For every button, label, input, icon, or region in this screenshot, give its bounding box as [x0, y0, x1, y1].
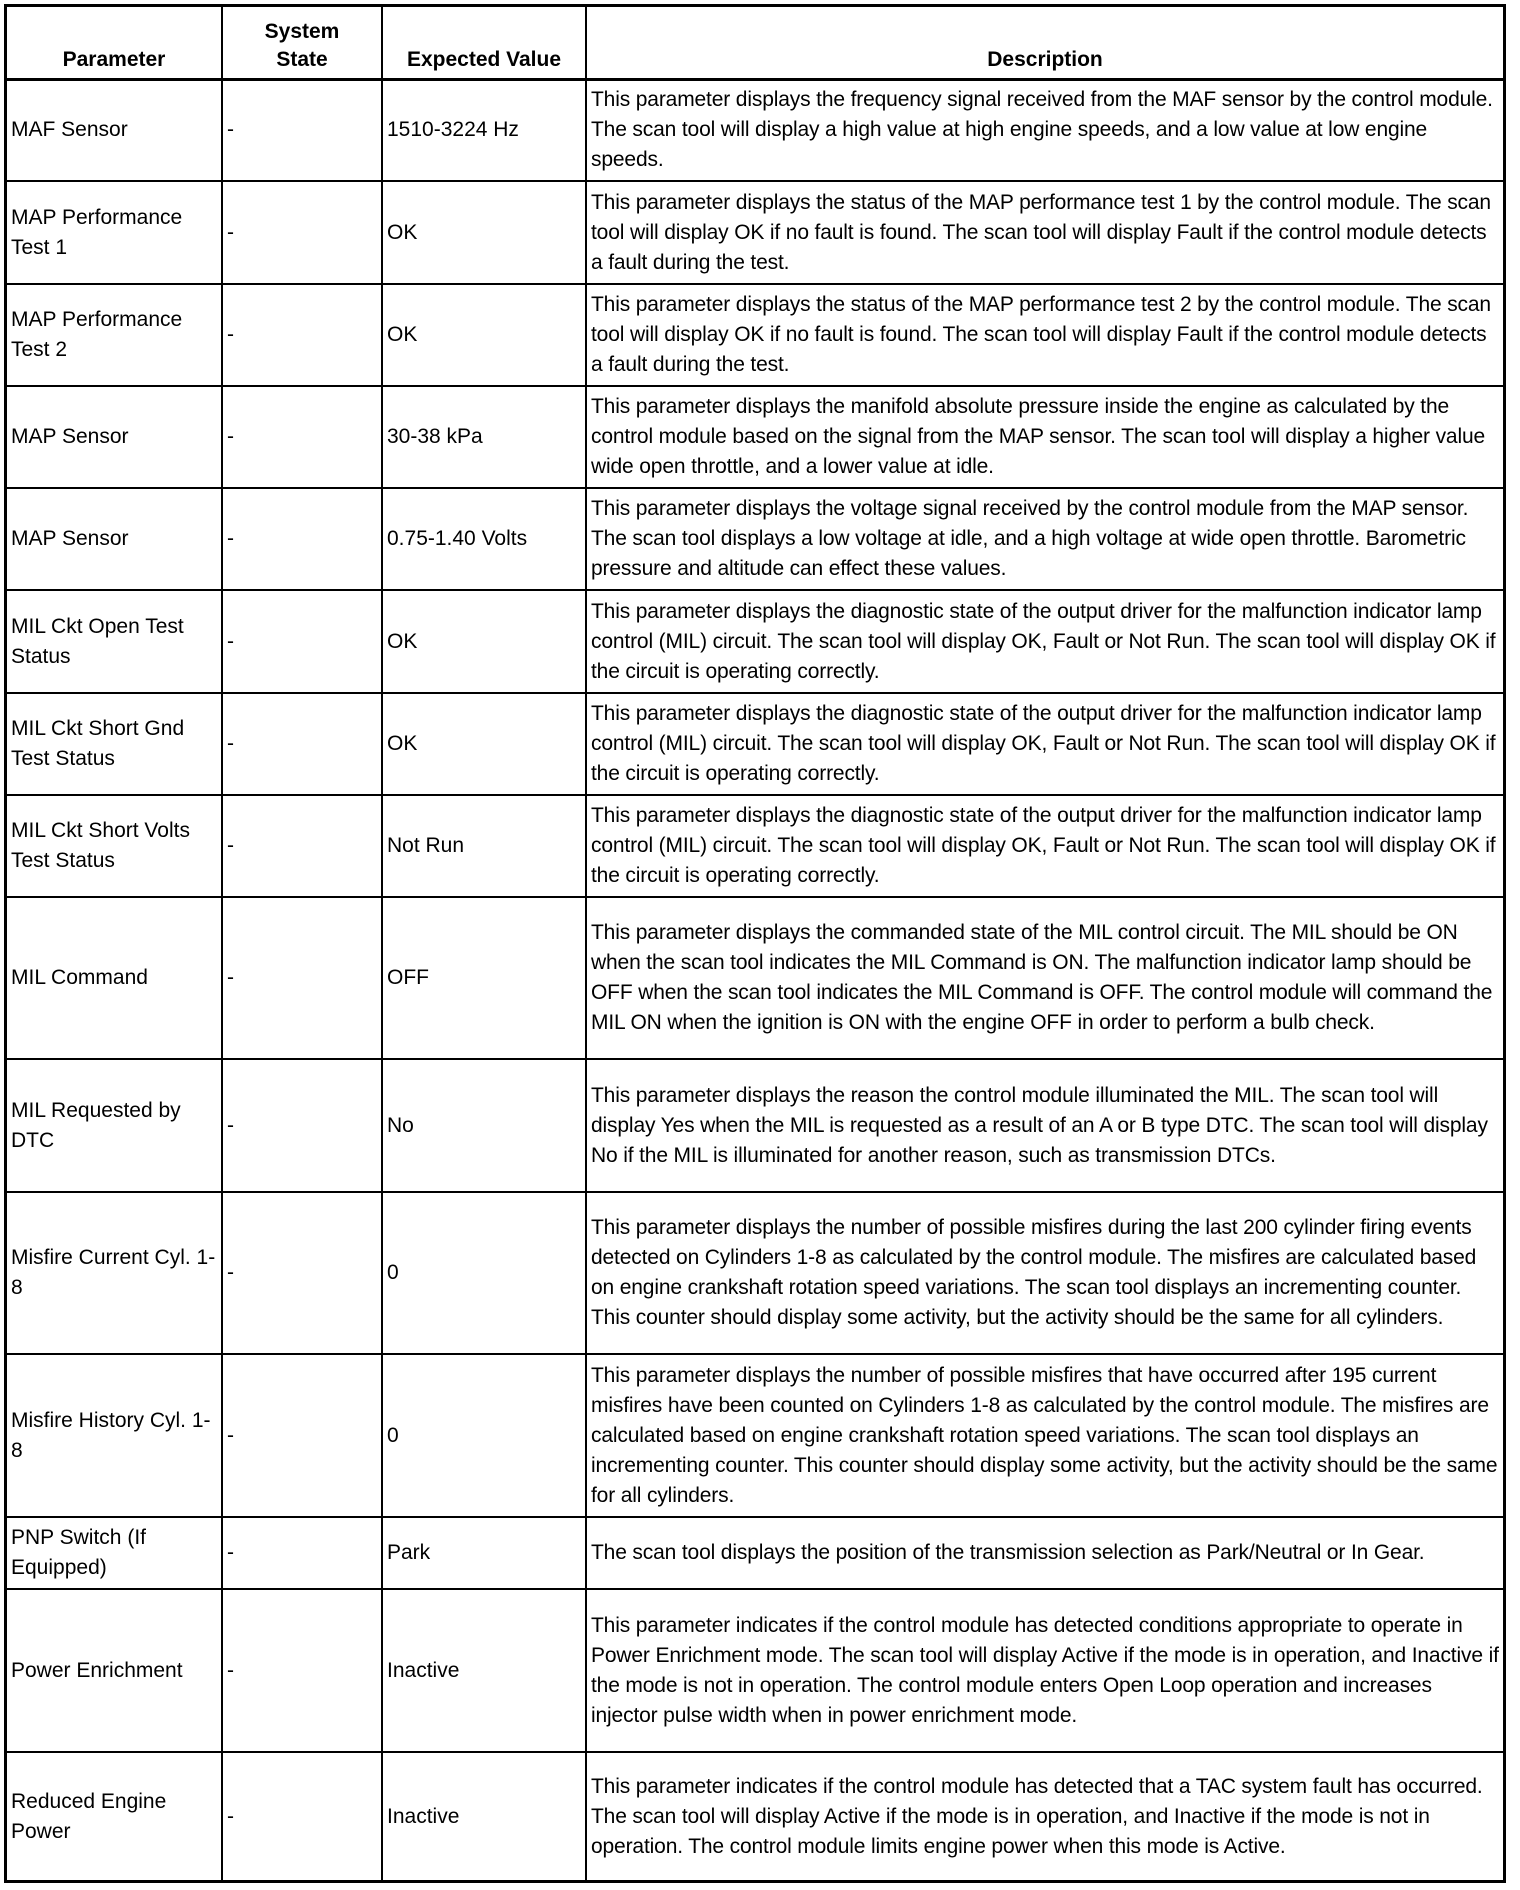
table-row — [7, 1059, 1503, 1192]
description-cell: This parameter displays the number of possible misfires during the last 200 cylinder firing events detected on Cylinders 1-8 as calculated by the control module. The misfires are calculated based on engine crankshaft rotation speed variations. The scan tool displays an incrementing counter. This counter should display some activity, but the activity should be the same for all cylinders. — [586, 1192, 1503, 1354]
table-row — [7, 590, 1503, 693]
expected-value-cell: OK — [382, 590, 586, 693]
parameter-cell: Reduced Engine Power — [7, 1752, 222, 1880]
expected-value-cell: OK — [382, 693, 586, 795]
table-row — [7, 386, 1503, 488]
parameter-cell: MIL Ckt Open Test Status — [7, 590, 222, 693]
expected-value-cell: Inactive — [382, 1589, 586, 1752]
table-body — [7, 79, 1503, 1880]
expected-value-cell: 1510-3224 Hz — [382, 79, 586, 181]
parameter-cell: Power Enrichment — [7, 1589, 222, 1752]
scan-tool-data-table-container — [4, 4, 1506, 1883]
description-cell: This parameter displays the commanded state of the MIL control circuit. The MIL should be ON when the scan tool indicates the MIL Command is ON. The malfunction indicator lamp should be OFF when the scan tool indicates the MIL Command is OFF. The control module will command the MIL ON when the ignition is ON with the engine OFF in order to perform a bulb check. — [586, 897, 1503, 1059]
system-state-cell: - — [222, 1517, 382, 1589]
parameter-cell: Misfire History Cyl. 1-8 — [7, 1354, 222, 1517]
table-row — [7, 1517, 1503, 1589]
description-cell: The scan tool displays the position of the transmission selection as Park/Neutral or In Gear. — [586, 1517, 1503, 1589]
system-state-cell: - — [222, 693, 382, 795]
header-parameter — [7, 7, 222, 79]
table-row — [7, 897, 1503, 1059]
description-cell: This parameter displays the frequency signal received from the MAF sensor by the control module. The scan tool will display a high value at high engine speeds, and a low value at low engine speeds. — [586, 79, 1503, 181]
parameter-cell: MAP Performance Test 1 — [7, 181, 222, 284]
table-row — [7, 693, 1503, 795]
description-cell: This parameter displays the diagnostic state of the output driver for the malfunction indicator lamp control (MIL) circuit. The scan tool will display OK, Fault or Not Run. The scan tool will display OK if the circuit is operating correctly. — [586, 795, 1503, 897]
system-state-cell: - — [222, 284, 382, 386]
scan-tool-data-table — [7, 7, 1503, 1880]
expected-value-cell: OFF — [382, 897, 586, 1059]
parameter-cell: PNP Switch (If Equipped) — [7, 1517, 222, 1589]
expected-value-cell: 0.75-1.40 Volts — [382, 488, 586, 590]
system-state-cell: - — [222, 488, 382, 590]
expected-value-cell: 30-38 kPa — [382, 386, 586, 488]
table-row — [7, 284, 1503, 386]
parameter-cell: MIL Requested by DTC — [7, 1059, 222, 1192]
system-state-cell: - — [222, 1354, 382, 1517]
system-state-cell: - — [222, 181, 382, 284]
system-state-cell: - — [222, 1192, 382, 1354]
parameter-cell: MAP Sensor — [7, 488, 222, 590]
description-cell: This parameter displays the diagnostic state of the output driver for the malfunction indicator lamp control (MIL) circuit. The scan tool will display OK, Fault or Not Run. The scan tool will display OK if the circuit is operating correctly. — [586, 590, 1503, 693]
table-row — [7, 1192, 1503, 1354]
description-cell: This parameter displays the diagnostic state of the output driver for the malfunction indicator lamp control (MIL) circuit. The scan tool will display OK, Fault or Not Run. The scan tool will display OK if the circuit is operating correctly. — [586, 693, 1503, 795]
description-cell: This parameter displays the status of the MAP performance test 2 by the control module. The scan tool will display OK if no fault is found. The scan tool will display Fault if the control module detects a fault during the test. — [586, 284, 1503, 386]
header-row — [7, 7, 1503, 79]
description-cell: This parameter displays the voltage signal received by the control module from the MAP sensor. The scan tool displays a low voltage at idle, and a high voltage at wide open throttle. Barometric pressure and altitude can effect these values. — [586, 488, 1503, 590]
table-row — [7, 795, 1503, 897]
header-system-state — [222, 7, 382, 79]
description-cell: This parameter indicates if the control module has detected conditions appropriate to operate in Power Enrichment mode. The scan tool will display Active if the mode is in operation, and Inactive if the mode is not in operation. The control module enters Open Loop operation and increases injector pulse width when in power enrichment mode. — [586, 1589, 1503, 1752]
parameter-cell: MAP Sensor — [7, 386, 222, 488]
table-row — [7, 79, 1503, 181]
header-parameter-label: Parameter — [62, 47, 166, 71]
parameter-cell: MAP Performance Test 2 — [7, 284, 222, 386]
parameter-cell: MAF Sensor — [7, 79, 222, 181]
header-expected-value-label: Expected Value — [406, 47, 562, 71]
system-state-cell: - — [222, 386, 382, 488]
header-expected-value — [382, 7, 586, 79]
expected-value-cell: Park — [382, 1517, 586, 1589]
table-row — [7, 1354, 1503, 1517]
expected-value-cell: 0 — [382, 1192, 586, 1354]
parameter-cell: Misfire Current Cyl. 1-8 — [7, 1192, 222, 1354]
header-system-state-line1: System — [264, 19, 340, 43]
system-state-cell: - — [222, 897, 382, 1059]
system-state-cell: - — [222, 79, 382, 181]
system-state-cell: - — [222, 1059, 382, 1192]
header-description — [586, 7, 1503, 79]
system-state-cell: - — [222, 795, 382, 897]
expected-value-cell: Inactive — [382, 1752, 586, 1880]
expected-value-cell: Not Run — [382, 795, 586, 897]
description-cell: This parameter displays the status of the MAP performance test 1 by the control module. The scan tool will display OK if no fault is found. The scan tool will display Fault if the control module detects a fault during the test. — [586, 181, 1503, 284]
description-cell: This parameter displays the number of possible misfires that have occurred after 195 current misfires have been counted on Cylinders 1-8 as calculated by the control module. The misfires are calculated based on engine crankshaft rotation speed variations. The scan tool displays an incrementing counter. This counter should display some activity, but the activity should be the same for all cylinders. — [586, 1354, 1503, 1517]
table-row — [7, 181, 1503, 284]
system-state-cell: - — [222, 1752, 382, 1880]
parameter-cell: MIL Ckt Short Volts Test Status — [7, 795, 222, 897]
table-row — [7, 1752, 1503, 1880]
expected-value-cell: OK — [382, 284, 586, 386]
system-state-cell: - — [222, 1589, 382, 1752]
description-cell: This parameter displays the reason the control module illuminated the MIL. The scan tool will display Yes when the MIL is requested as a result of an A or B type DTC. The scan tool will display No if the MIL is illuminated for another reason, such as transmission DTCs. — [586, 1059, 1503, 1192]
header-system-state-line2: State — [276, 47, 328, 71]
header-description-label: Description — [987, 47, 1103, 71]
expected-value-cell: OK — [382, 181, 586, 284]
description-cell: This parameter displays the manifold absolute pressure inside the engine as calculated by the control module based on the signal from the MAP sensor. The scan tool will display a higher value wide open throttle, and a lower value at idle. — [586, 386, 1503, 488]
table-row — [7, 488, 1503, 590]
expected-value-cell: 0 — [382, 1354, 586, 1517]
system-state-cell: - — [222, 590, 382, 693]
table-row — [7, 1589, 1503, 1752]
parameter-cell: MIL Command — [7, 897, 222, 1059]
parameter-cell: MIL Ckt Short Gnd Test Status — [7, 693, 222, 795]
expected-value-cell: No — [382, 1059, 586, 1192]
description-cell: This parameter indicates if the control module has detected that a TAC system fault has occurred. The scan tool will display Active if the mode is in operation, and Inactive if the mode is not in operation. The control module limits engine power when this mode is Active. — [586, 1752, 1503, 1880]
